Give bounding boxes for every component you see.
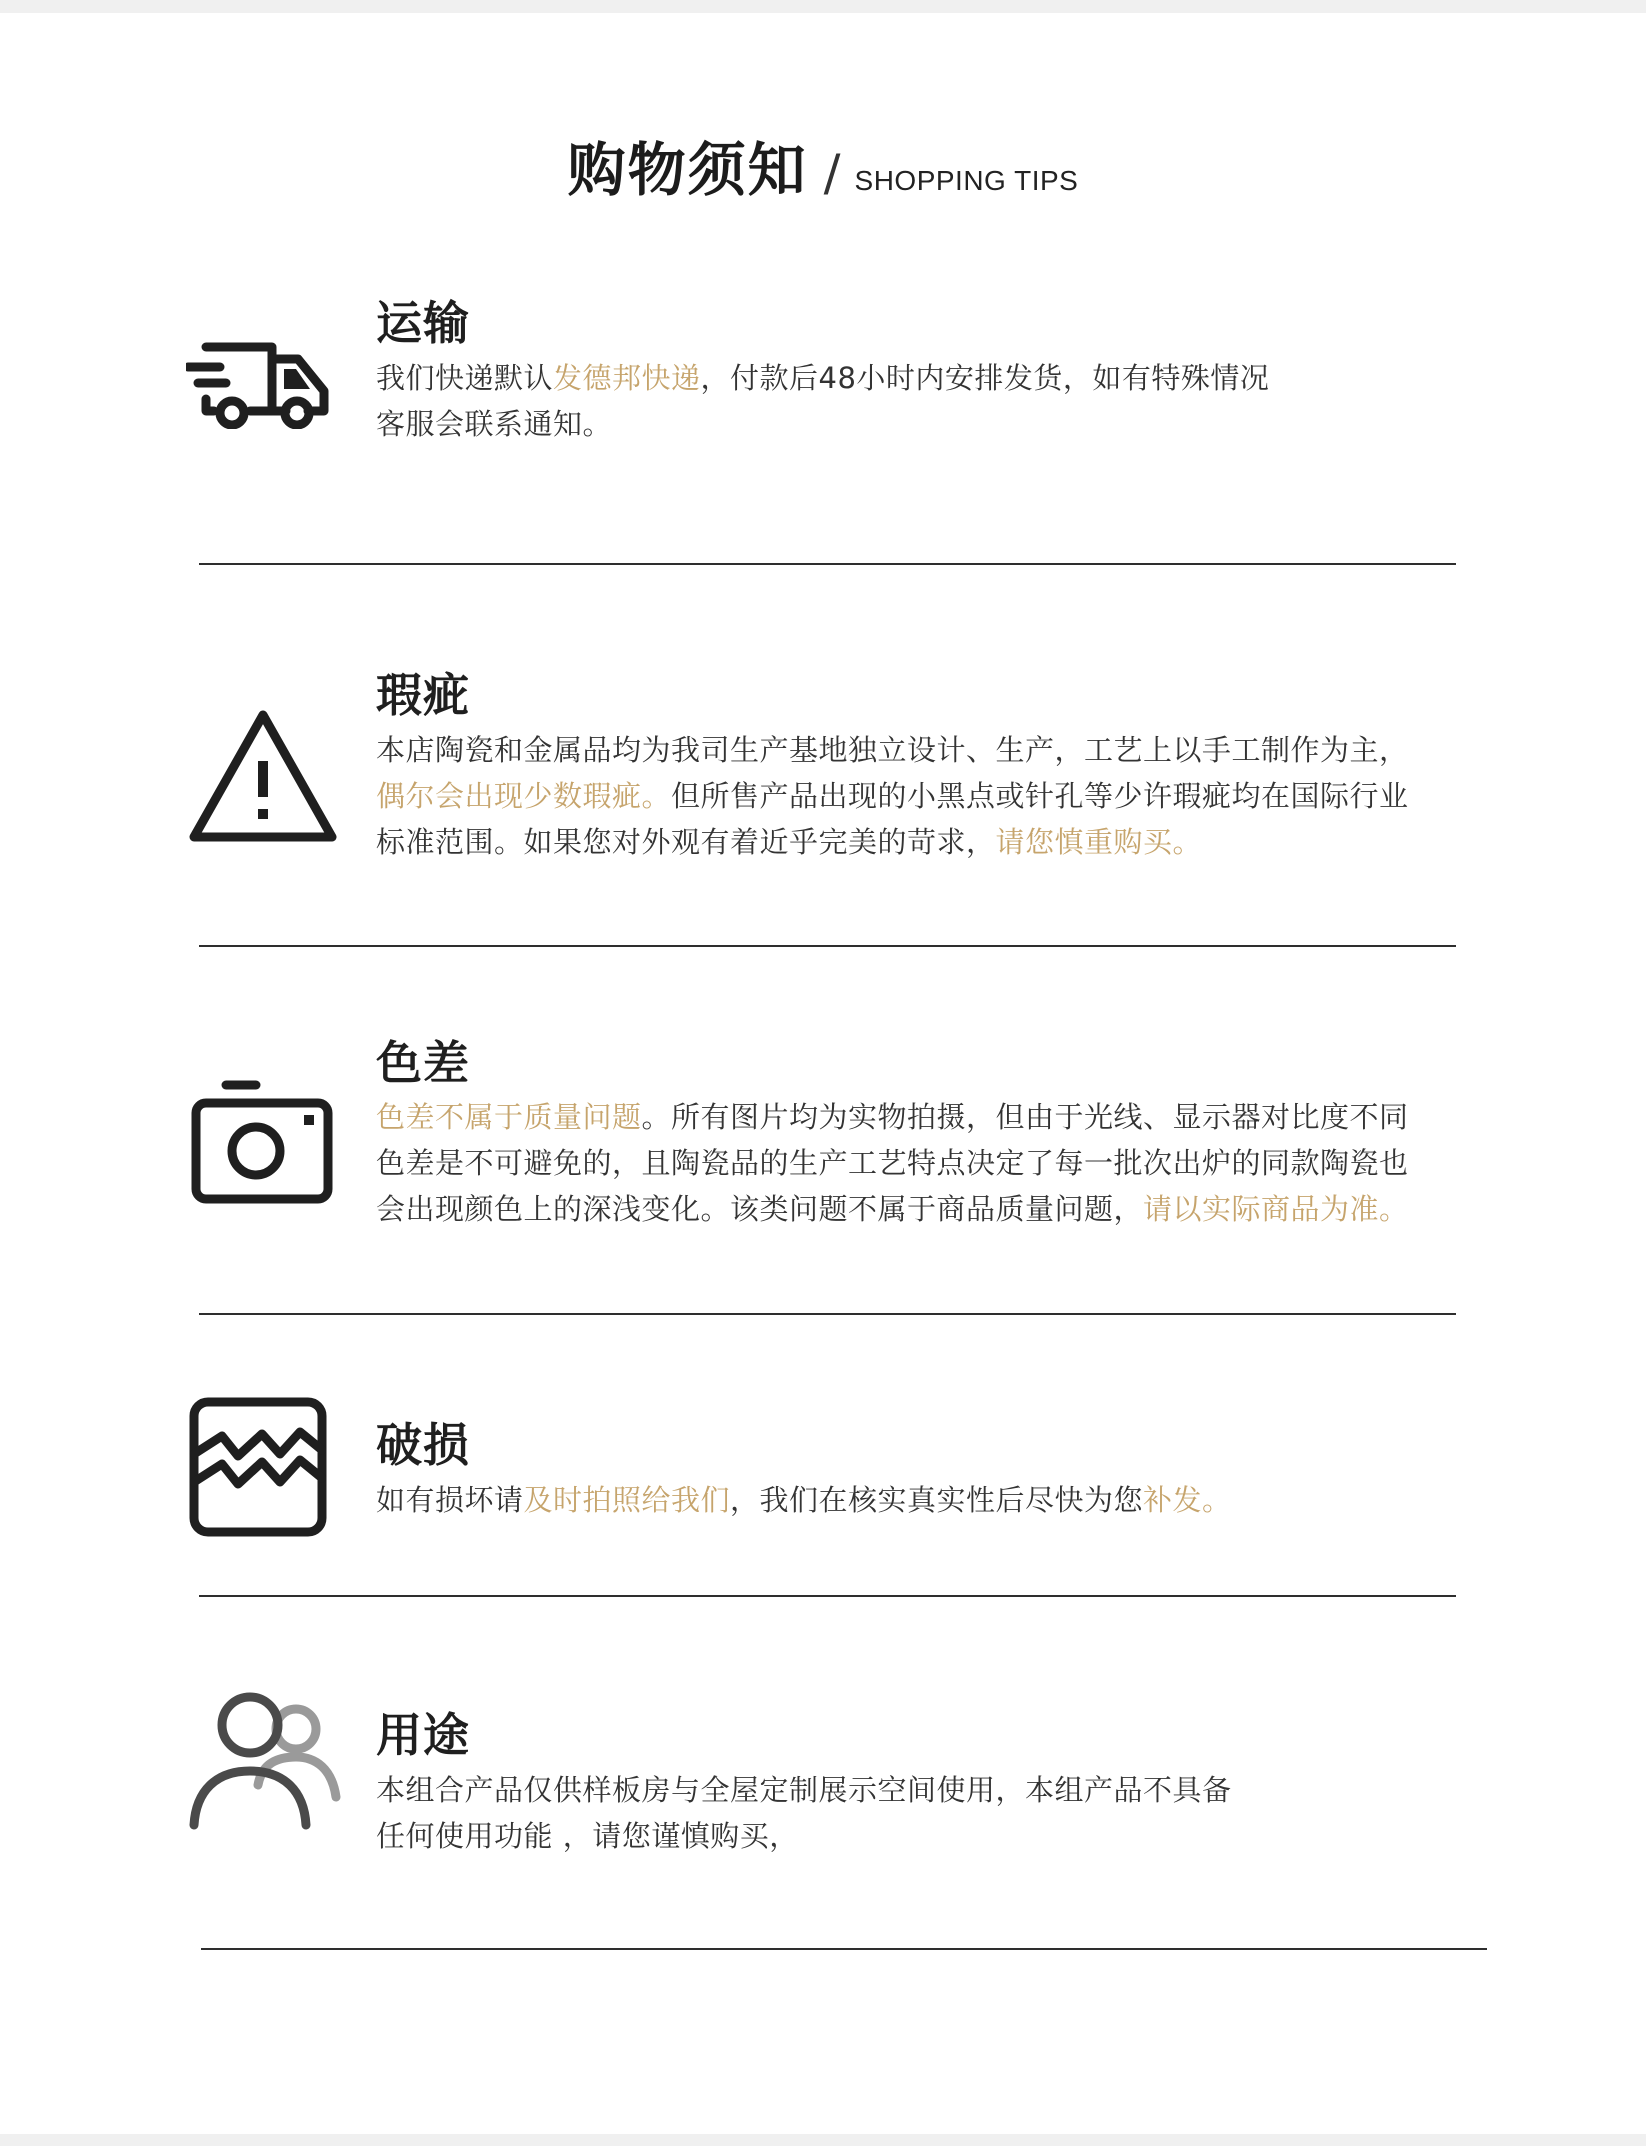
section-divider xyxy=(199,1313,1456,1315)
section-divider xyxy=(199,563,1456,565)
highlight-text: 请以实际商品为准。 xyxy=(1143,1192,1409,1226)
section-body-usage xyxy=(376,1767,1376,1859)
body-text: 但所售产品出现的小黑点或针孔等少许瑕疵均在国际行业 xyxy=(671,779,1409,813)
title-separator: / xyxy=(823,144,841,202)
page-subtitle: SHOPPING TIPS xyxy=(854,165,1079,196)
body-text: 色差是不可避免的，且陶瓷品的生产工艺特点决定了每一批次出炉的同款陶瓷也 xyxy=(376,1146,1409,1180)
section-title-usage: 用途 xyxy=(376,1708,470,1762)
body-text: 本店陶瓷和金属品均为我司生产基地独立设计、生产，工艺上以手工制作为主， xyxy=(376,733,1409,767)
highlight-text: 偶尔会出现少数瑕疵。 xyxy=(376,779,672,813)
body-text: 标准范围。如果您对外观有着近乎完美的苛求， xyxy=(376,825,996,859)
warning-triangle-icon xyxy=(188,705,338,845)
body-text: 任何使用功能 ，请您谨慎购买， xyxy=(376,1819,799,1853)
section-body-shipping xyxy=(376,355,1376,447)
body-text: 如有损坏请 xyxy=(376,1483,524,1517)
users-icon xyxy=(188,1681,342,1831)
body-text: 我们快递默认 xyxy=(376,361,554,395)
highlight-text: 发德邦快递 xyxy=(553,361,701,395)
body-text: 。所有图片均为实物拍摄，但由于光线、显示器对比度不同 xyxy=(641,1100,1409,1134)
body-text: ，我们在核实真实性后尽快为您 xyxy=(730,1483,1144,1517)
highlight-text: 请您慎重购买。 xyxy=(995,825,1203,859)
section-body-damage xyxy=(376,1477,1496,1523)
section-divider xyxy=(199,945,1456,947)
section-title-color-difference: 色差 xyxy=(376,1036,470,1090)
highlight-text: 色差不属于质量问题 xyxy=(376,1100,642,1134)
body-text: 客服会联系通知。 xyxy=(376,407,613,441)
camera-icon xyxy=(190,1073,334,1205)
shopping-tips-page xyxy=(0,13,1646,2134)
body-text: 本组合产品仅供样板房与全屋定制展示空间使用，本组产品不具备 xyxy=(376,1773,1232,1807)
broken-box-icon xyxy=(188,1396,328,1538)
section-title-damage: 破损 xyxy=(376,1418,470,1472)
body-text: 会出现颜色上的深浅变化。该类问题不属于商品质量问题， xyxy=(376,1192,1144,1226)
highlight-text: 及时拍照给我们 xyxy=(523,1483,731,1517)
page-title: 购物须知 xyxy=(567,136,808,204)
section-divider xyxy=(199,1595,1456,1597)
section-body-defects xyxy=(376,727,1496,865)
body-text: ，付款后48小时内安排发货，如有特殊情况 xyxy=(700,361,1270,395)
section-divider xyxy=(201,1948,1487,1950)
highlight-text: 补发。 xyxy=(1143,1483,1232,1517)
section-title-shipping: 运输 xyxy=(376,296,470,350)
section-title-defects: 瑕疵 xyxy=(376,668,470,722)
delivery-truck-icon xyxy=(186,333,332,429)
section-body-color-difference xyxy=(376,1094,1496,1232)
page-header xyxy=(0,123,1646,207)
